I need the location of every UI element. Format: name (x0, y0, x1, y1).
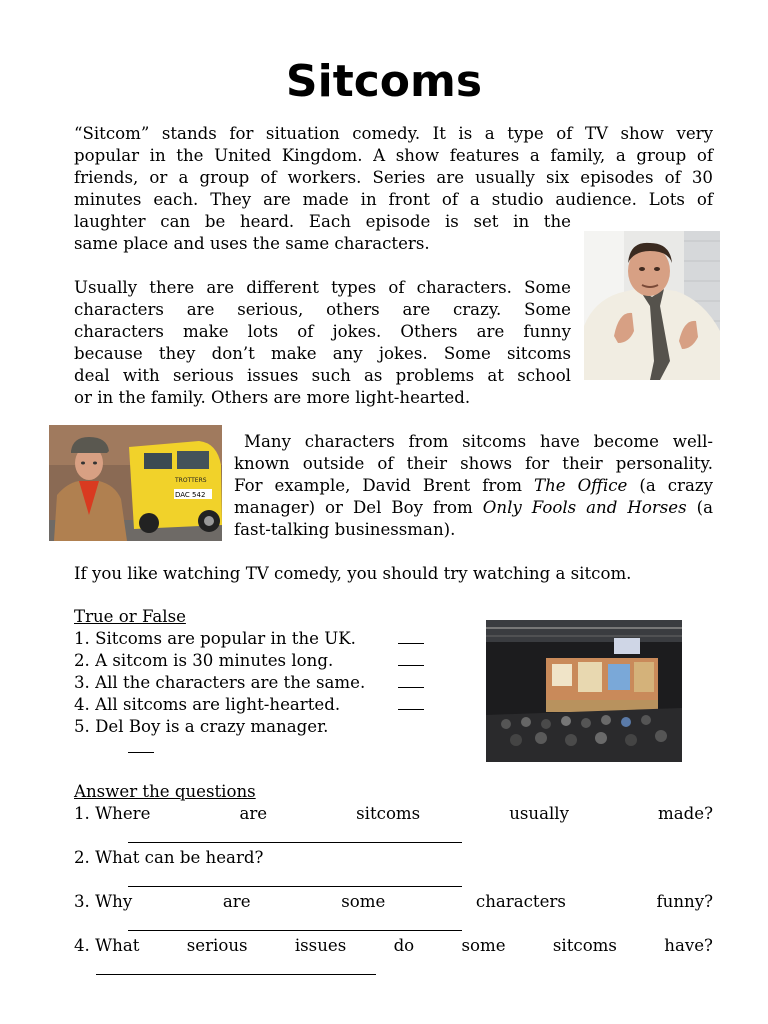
q1-word: made? (658, 804, 713, 823)
page-title: Sitcoms (285, 56, 483, 107)
tf-item-2 (74, 650, 434, 672)
tf-answer-blank-2[interactable] (398, 665, 424, 666)
del-boy-van-photo (49, 425, 222, 541)
characters-line-4: because they don’t make any jokes. Some sitcoms (74, 344, 571, 363)
answer-line-2[interactable] (128, 886, 462, 887)
famous-line-4-text: manager) or Del Boy from (234, 498, 483, 517)
q3-word: some (341, 892, 386, 911)
famous-line-3-end: (a crazy (627, 476, 713, 495)
q4-word: have? (664, 936, 713, 955)
svg-text:TROTTERS: TROTTERS (175, 477, 207, 484)
q3-word: 3. Why (74, 892, 133, 911)
office-manager-photo (584, 231, 720, 380)
q4-word: serious (186, 936, 248, 955)
q1-word: are (239, 804, 268, 823)
tf-item-1-text: 1. Sitcoms are popular in the UK. (74, 629, 356, 648)
intro-line-6: same place and uses the same characters. (74, 234, 430, 253)
show-title-only-fools: Only Fools and Horses (482, 498, 687, 517)
tf-item-4 (74, 694, 434, 716)
questions-heading: Answer the questions (74, 782, 256, 801)
question-4 (74, 935, 713, 957)
studio-audience-photo (486, 620, 682, 762)
q3-word: characters (475, 892, 566, 911)
tf-answer-blank-1[interactable] (398, 643, 424, 644)
q4-word: 4. What (74, 936, 140, 955)
q4-word: some (461, 936, 506, 955)
q4-word: issues (294, 936, 347, 955)
tf-item-3-text: 3. All the characters are the same. (74, 673, 366, 692)
famous-line-4 (234, 497, 713, 519)
characters-line-5: deal with serious issues such as problems at school (74, 366, 571, 385)
tf-item-2-text: 2. A sitcom is 30 minutes long. (74, 651, 334, 670)
question-2: 2. What can be heard? (74, 848, 264, 867)
tf-item-4-text: 4. All sitcoms are light-hearted. (74, 695, 341, 714)
tf-answer-blank-5[interactable] (128, 752, 154, 753)
famous-line-3 (234, 475, 713, 497)
question-3 (74, 891, 713, 913)
intro-line-2: popular in the United Kingdom. A show features a family, a group of (74, 146, 713, 165)
intro-line-3: friends, or a group of workers. Series are usually six episodes of 30 (74, 168, 713, 187)
show-title-the-office: The Office (534, 476, 628, 495)
q3-word: are (222, 892, 251, 911)
q1-word: sitcoms (356, 804, 421, 823)
famous-line-1: Many characters from sitcoms have become well- (244, 432, 713, 451)
q1-word: 1. Where (74, 804, 151, 823)
characters-line-6: or in the family. Others are more light-hearted. (74, 388, 471, 407)
tf-item-3 (74, 672, 434, 694)
characters-line-2: characters are serious, others are crazy. Some (74, 300, 571, 319)
q1-word: usually (509, 804, 569, 823)
famous-line-2: known outside of their shows for their personality. (234, 454, 713, 473)
characters-line-3: characters make lots of jokes. Others are funny (74, 322, 571, 341)
tf-item-5 (74, 716, 434, 738)
famous-line-3-text: For example, David Brent from (234, 476, 534, 495)
closing-line: If you like watching TV comedy, you should try watching a sitcom. (74, 564, 632, 583)
tf-item-1 (74, 628, 434, 650)
answer-line-1[interactable] (128, 842, 462, 843)
q4-word: do (393, 936, 415, 955)
intro-line-5: laughter can be heard. Each episode is set in the (74, 212, 571, 231)
answer-line-4[interactable] (96, 974, 376, 975)
van-number-plate: DAC 542 (175, 491, 206, 499)
q4-word: sitcoms (552, 936, 617, 955)
famous-line-4-end: (a (686, 498, 713, 517)
question-1 (74, 803, 713, 825)
q3-word: funny? (656, 892, 713, 911)
tf-answer-blank-4[interactable] (398, 709, 424, 710)
intro-line-4: minutes each. They are made in front of a studio audience. Lots of (74, 190, 713, 209)
tf-item-5-text: 5. Del Boy is a crazy manager. (74, 717, 329, 736)
intro-line-1: “Sitcom” stands for situation comedy. It is a type of TV show very (74, 124, 713, 143)
true-false-heading: True or False (74, 607, 186, 626)
answer-line-3[interactable] (128, 930, 462, 931)
tf-answer-blank-3[interactable] (398, 687, 424, 688)
famous-line-5: fast-talking businessman). (234, 520, 456, 539)
characters-line-1: Usually there are different types of characters. Some (74, 278, 571, 297)
